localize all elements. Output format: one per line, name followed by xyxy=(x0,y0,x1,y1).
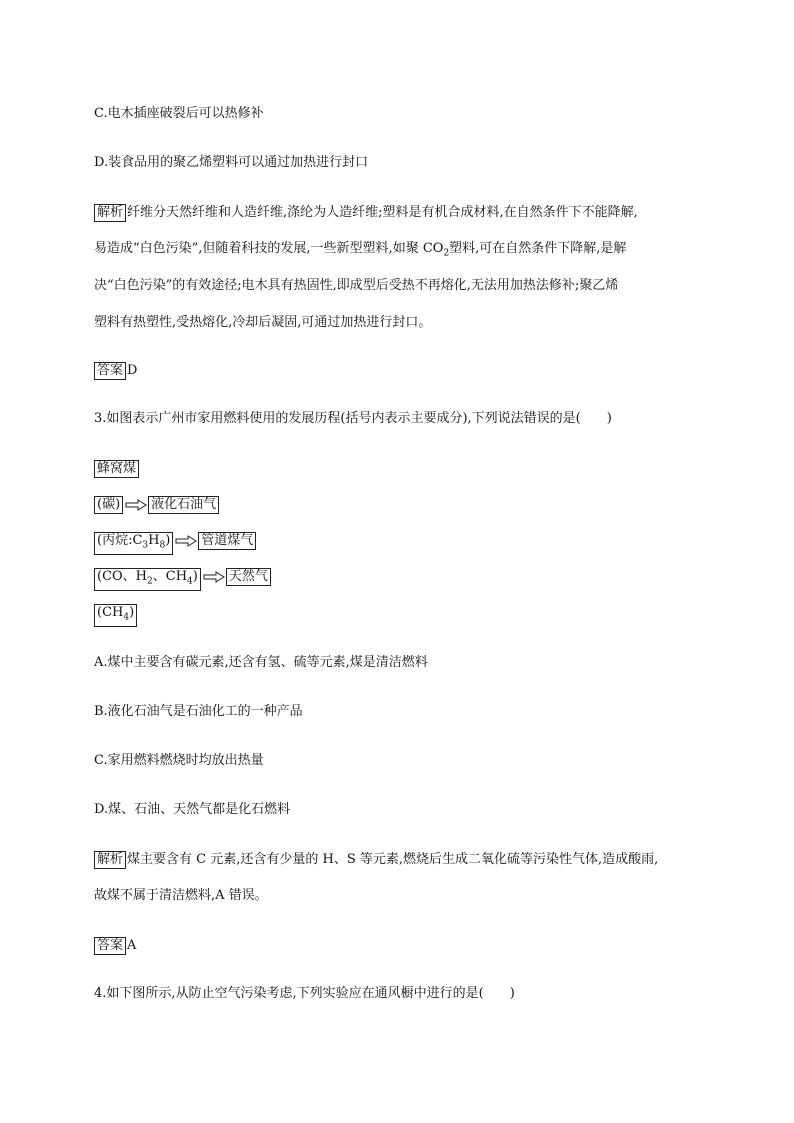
q2-option-c: C.电木插座破裂后可以热修补 xyxy=(94,106,264,121)
fuel-honeycomb-coal: 蜂窝煤 xyxy=(94,460,139,478)
q3-option-d: D.煤、石油、天然气都是化石燃料 xyxy=(94,802,291,817)
double-arrow-right-icon xyxy=(175,535,197,547)
diagram-row-2 xyxy=(94,496,220,514)
q4-stem: 4.如下图所示,从防止空气污染考虑,下列实验应在通风橱中进行的是( ) xyxy=(94,986,515,1001)
q2-analysis-line3: 决“白色污染”的有效途径;电木具有热固性,即成型后受热不再熔化,无法用加热法修补;聚乙烯 xyxy=(94,278,619,293)
answer-label: 答案 xyxy=(94,937,126,955)
answer-value: A xyxy=(127,938,137,953)
analysis-label: 解析 xyxy=(94,851,126,869)
fuel-natural-gas: 天然气 xyxy=(226,568,271,586)
component-methane: $(CH_4)$ xyxy=(94,604,137,627)
q3-answer xyxy=(94,937,136,955)
q3-option-a: A.煤中主要含有碳元素,还含有氢、硫等元素,煤是清洁燃料 xyxy=(94,655,428,670)
q2-analysis-line1 xyxy=(94,204,638,222)
diagram-row-3 xyxy=(94,532,257,555)
q2-analysis-line4: 塑料有热塑性,受热熔化,冷却后凝固,可通过加热进行封口。 xyxy=(94,315,432,330)
double-arrow-right-icon xyxy=(203,571,225,583)
diagram-row-4 xyxy=(94,568,272,591)
q2-answer xyxy=(94,362,137,380)
diagram-row-5 xyxy=(94,604,138,627)
answer-value: D xyxy=(127,363,138,378)
component-carbon: (碳) xyxy=(94,496,123,514)
q3-option-b: B.液化石油气是石油化工的一种产品 xyxy=(94,704,303,719)
analysis-text: 煤主要含有 C 元素,还含有少量的 H、S 等元素,燃烧后生成二氧化硫等污染性气体,造成酸雨, xyxy=(127,852,659,867)
analysis-text: 纤维分天然纤维和人造纤维,涤纶为人造纤维;塑料是有机合成材料,在自然条件下不能降解, xyxy=(127,205,638,220)
component-propane: (丙烷$:C_3H_8$) xyxy=(94,532,173,555)
q3-analysis-line2: 故煤不属于清洁燃料,A 错误。 xyxy=(94,888,268,903)
diagram-row-1 xyxy=(94,460,140,478)
analysis-label: 解析 xyxy=(94,204,126,222)
fuel-lpg: 液化石油气 xyxy=(148,496,219,514)
q3-option-c: C.家用燃料燃烧时均放出热量 xyxy=(94,753,264,768)
component-coal-gas: (CO、$H_2$、$CH_4$) xyxy=(94,568,201,591)
q3-analysis-line1 xyxy=(94,851,658,869)
answer-label: 答案 xyxy=(94,362,126,380)
q2-analysis-line2: 易造成“白色污染”,但随着科技的发展,一些新型塑料,如聚 $CO_2$塑料,可在自然条件下降解,是解 xyxy=(94,241,627,259)
q2-option-d: D.装食品用的聚乙烯塑料可以通过加热进行封口 xyxy=(94,155,369,170)
fuel-pipeline-gas: 管道煤气 xyxy=(198,532,256,550)
q3-stem: 3.如图表示广州市家用燃料使用的发展历程(括号内表示主要成分),下列说法错误的是( ) xyxy=(94,411,612,426)
double-arrow-right-icon xyxy=(125,499,147,511)
